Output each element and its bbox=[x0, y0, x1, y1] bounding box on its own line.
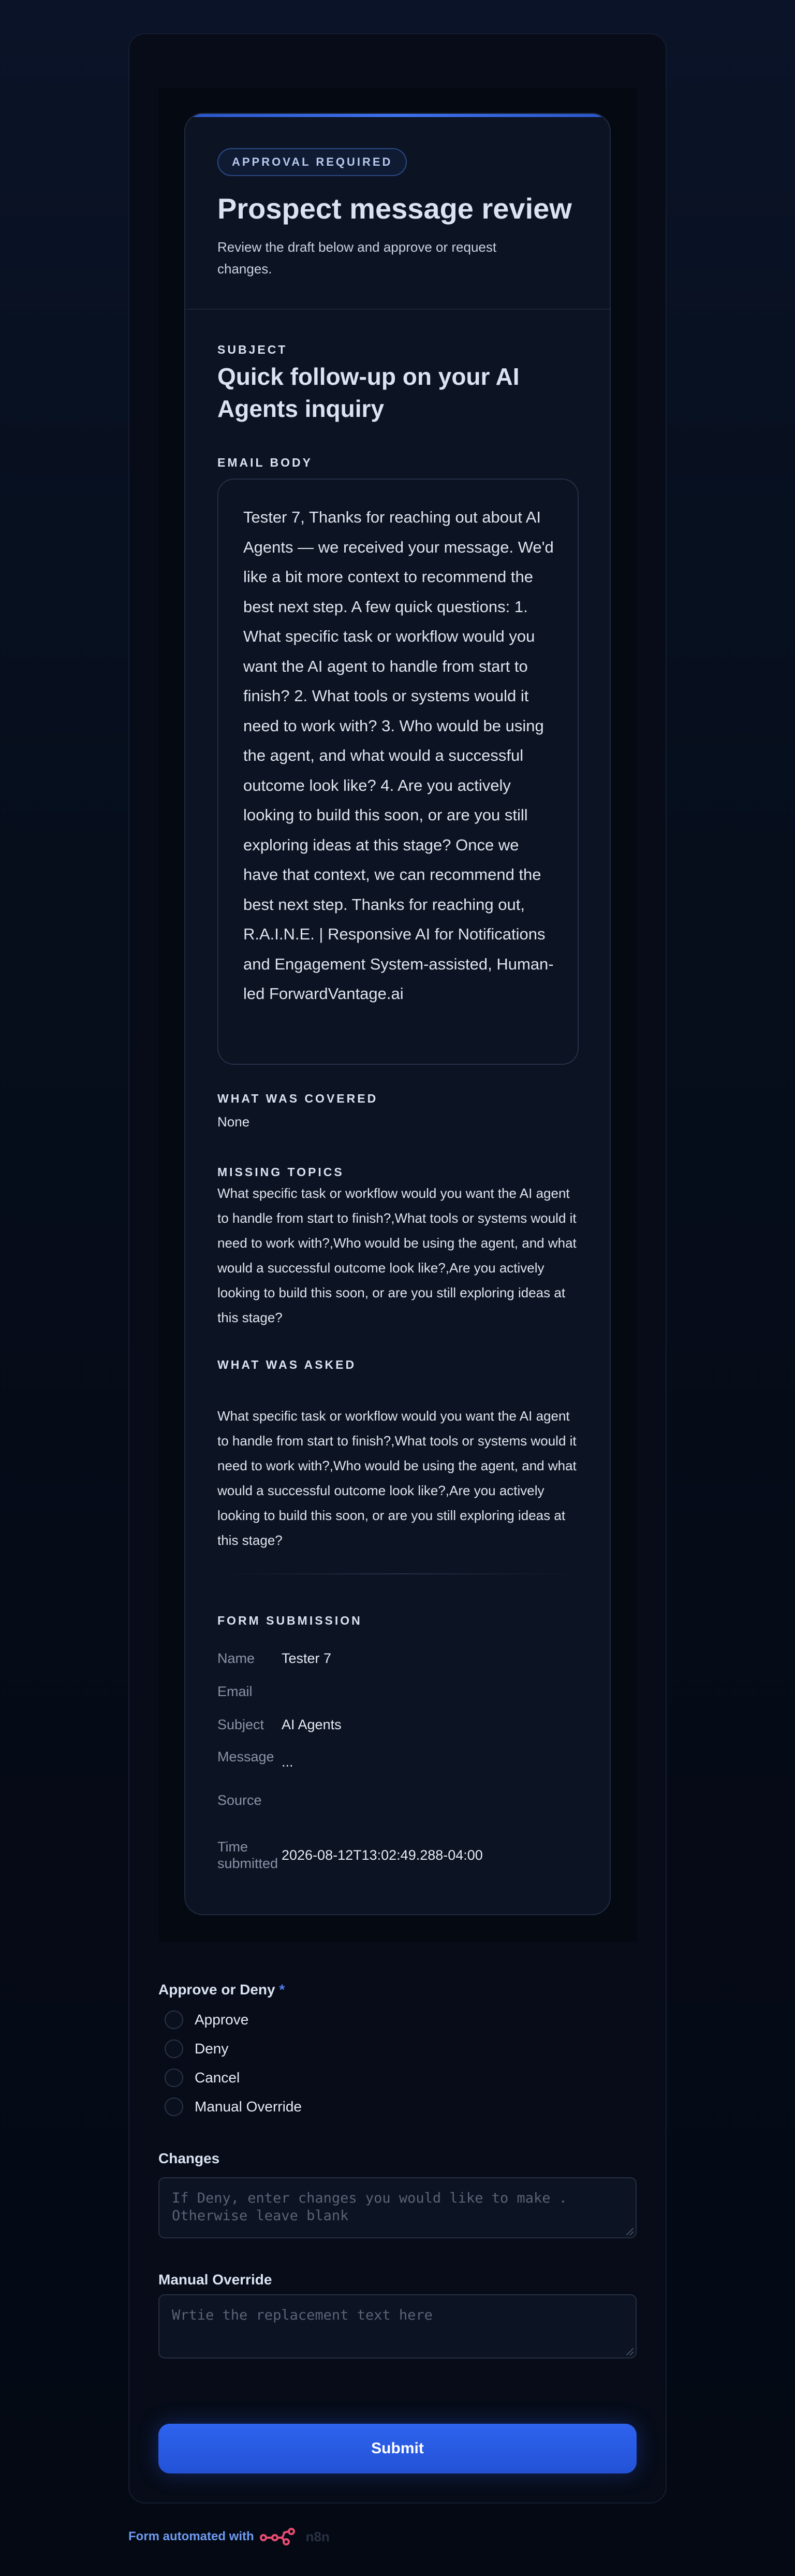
submission-email-key: Email bbox=[217, 1684, 253, 1699]
submission-message-value: ... bbox=[282, 1754, 293, 1770]
submission-source-key: Source bbox=[217, 1792, 262, 1808]
radio-label-manual-override[interactable]: Manual Override bbox=[195, 2099, 302, 2115]
radio-deny[interactable] bbox=[165, 2038, 228, 2059]
manual-override-placeholder: Wrtie the replacement text here bbox=[172, 2307, 433, 2323]
subject-label: SUBJECT bbox=[217, 343, 288, 356]
changes-placeholder: If Deny, enter changes you would like to make . Otherwise leave blank bbox=[172, 2190, 568, 2224]
approval-badge: APPROVAL REQUIRED bbox=[217, 148, 407, 176]
radio-circle[interactable] bbox=[165, 2097, 183, 2116]
page-subtitle: Review the draft below and approve or request changes. bbox=[217, 239, 497, 277]
decision-label-text: Approve or Deny bbox=[158, 1981, 275, 1998]
radio-circle[interactable] bbox=[165, 2068, 183, 2087]
footer-text: Form automated with bbox=[128, 2529, 254, 2543]
radio-circle[interactable] bbox=[165, 2039, 183, 2058]
submission-name-key: Name bbox=[217, 1651, 255, 1666]
radio-label-cancel[interactable]: Cancel bbox=[195, 2070, 240, 2086]
submission-subject-key: Subject bbox=[217, 1717, 264, 1732]
radio-label-deny[interactable]: Deny bbox=[195, 2040, 229, 2057]
asked-value: What specific task or workflow would you want the AI agent to handle from start to finish?,What tools or systems would it need to work with?,Who would be using the agent, and what would a successful outcome look like?,Are you actively looking to build this soon, or are you still exploring ideas at this stage? bbox=[217, 1408, 577, 1548]
footer bbox=[128, 2525, 330, 2548]
radio-label-approve[interactable]: Approve bbox=[195, 2011, 249, 2028]
submission-divider bbox=[217, 1573, 579, 1574]
covered-label: WHAT WAS COVERED bbox=[217, 1092, 378, 1105]
asked-label: WHAT WAS ASKED bbox=[217, 1358, 357, 1371]
decision-label bbox=[158, 1981, 285, 1998]
submission-subject-value: AI Agents bbox=[282, 1717, 342, 1732]
missing-topics-label: MISSING TOPICS bbox=[217, 1165, 344, 1179]
page-title: Prospect message review bbox=[217, 192, 572, 225]
email-subject: Quick follow-up on your AI Agents inquiry bbox=[217, 363, 520, 422]
footer-brand[interactable]: n8n bbox=[305, 2528, 330, 2544]
email-body: Tester 7, Thanks for reaching out about AI Agents — we received your message. We'd like a bit more context to recommend the best next step. A few quick questions: 1. What specific task or workflow would you want the AI agent to handle from start to finish? 2. What tools or systems would it need to work with? 3. Who would be using the agent, and what would a successful outcome look like? 4. Are you actively looking to build this soon, or are you still exploring ideas at this stage? Once we have that context, we can recommend the best next step. Thanks for reaching out, R.A.I.N.E. | Responsive AI for Notifications and Engagement System-assisted, Human-led ForwardVantage.ai bbox=[217, 479, 579, 1065]
submission-name-value: Tester 7 bbox=[282, 1651, 332, 1666]
missing-topics-value: What specific task or workflow would you want the AI agent to handle from start to finish?,What tools or systems would it need to work with?,Who would be using the agent, and what would a successful outcome look like?,Are you actively looking to build this soon, or are you still exploring ideas at this stage? bbox=[217, 1185, 577, 1325]
manual-override-field[interactable] bbox=[158, 2294, 637, 2358]
n8n-logo-icon[interactable] bbox=[259, 2526, 303, 2547]
radio-circle[interactable] bbox=[165, 2010, 183, 2029]
radio-cancel[interactable] bbox=[165, 2067, 240, 2088]
submission-message-key: Message bbox=[217, 1749, 274, 1764]
review-card bbox=[184, 113, 611, 1915]
form-submission-label: FORM SUBMISSION bbox=[217, 1614, 362, 1627]
resize-grip-icon[interactable] bbox=[626, 2228, 634, 2235]
submit-button[interactable]: Submit bbox=[158, 2424, 637, 2473]
submission-time-key: Time submitted bbox=[217, 1839, 278, 1871]
manual-override-label: Manual Override bbox=[158, 2271, 272, 2288]
changes-field[interactable] bbox=[158, 2177, 637, 2238]
submission-time-value: 2026-08-12T13:02:49.288-04:00 bbox=[282, 1847, 483, 1863]
resize-grip-icon[interactable] bbox=[626, 2348, 634, 2355]
radio-manual-override[interactable] bbox=[165, 2096, 302, 2117]
radio-approve[interactable] bbox=[165, 2009, 248, 2030]
email-body-label: EMAIL BODY bbox=[217, 456, 313, 469]
required-mark: * bbox=[279, 1981, 285, 1998]
covered-value: None bbox=[217, 1114, 250, 1130]
changes-label: Changes bbox=[158, 2150, 220, 2166]
header-divider bbox=[185, 309, 610, 310]
